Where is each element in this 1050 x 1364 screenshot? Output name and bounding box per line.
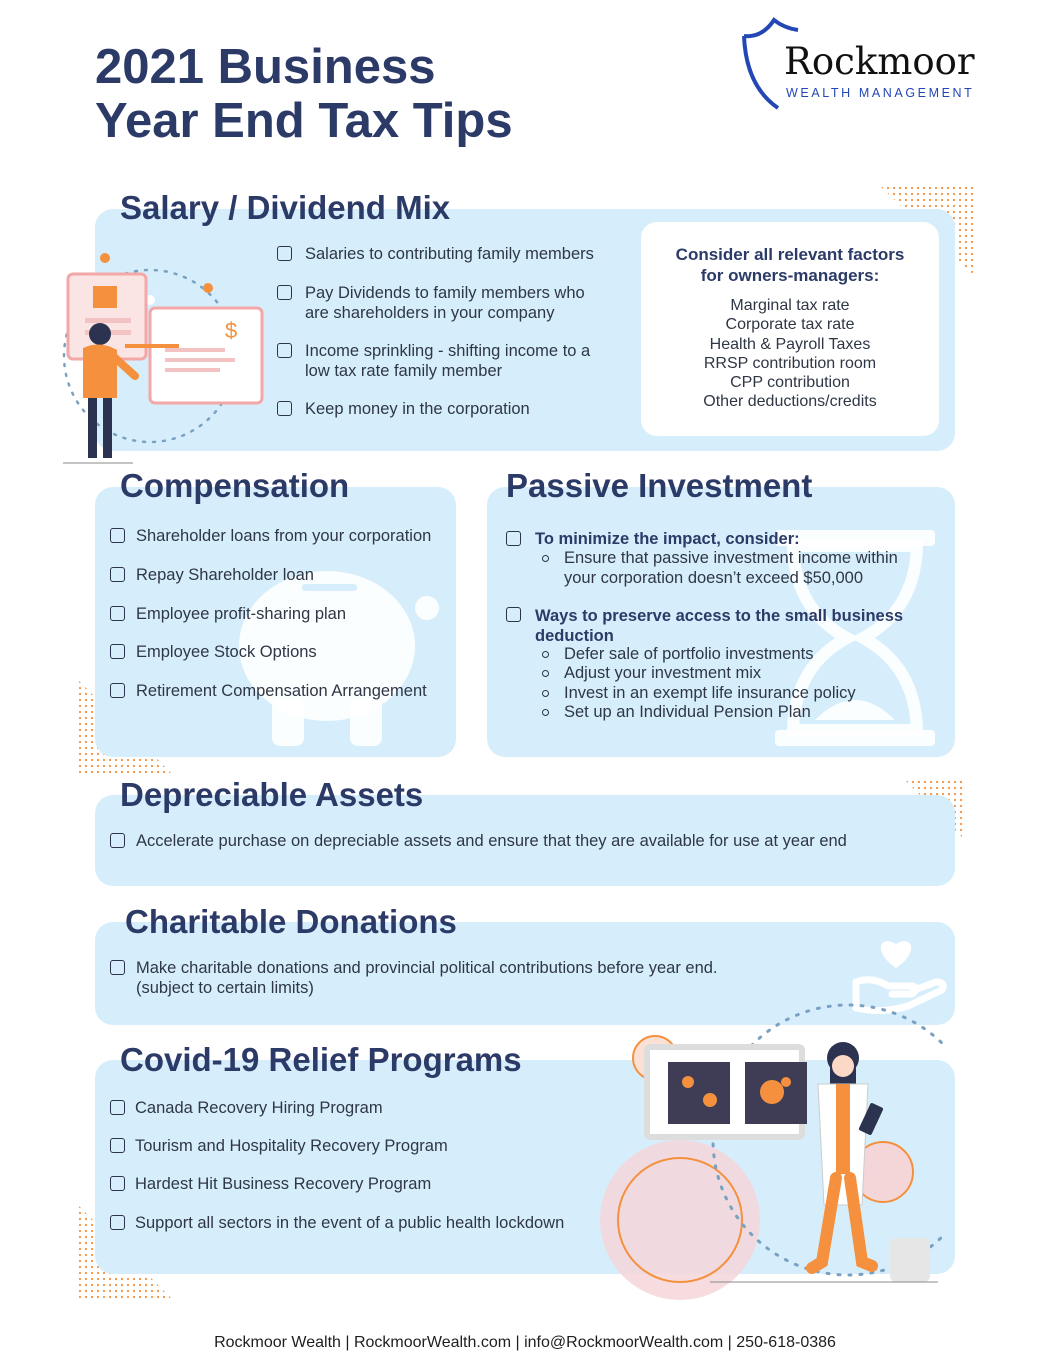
- factors-list: [641, 296, 939, 412]
- person-documents-illustration: [55, 248, 275, 468]
- checkbox[interactable]: [110, 606, 125, 621]
- checkbox[interactable]: [506, 531, 521, 546]
- compensation-item: Retirement Compensation Arrangement: [136, 682, 427, 700]
- checkbox[interactable]: [277, 401, 292, 416]
- passive-bullet: Invest in an exempt life insurance policy: [564, 684, 856, 702]
- checkbox[interactable]: [110, 1100, 125, 1115]
- logo-wordmark: Rockmoor: [784, 40, 975, 83]
- checkbox[interactable]: [277, 285, 292, 300]
- bullet-icon: [542, 670, 549, 677]
- checkbox[interactable]: [110, 567, 125, 582]
- salary-item: Keep money in the corporation: [305, 400, 530, 418]
- passive-investment-heading: Passive Investment: [506, 467, 813, 504]
- page-title: [95, 40, 513, 148]
- charitable-item: Make charitable donations and provincial political contributions before year end. (subject to certain limits): [136, 959, 718, 997]
- factor-item: RRSP contribution room: [703, 354, 877, 372]
- title-line-2: Year End Tax Tips: [95, 94, 513, 148]
- salary-item: Pay Dividends to family members who are shareholders in your company: [305, 284, 585, 322]
- compensation-heading: Compensation: [120, 467, 350, 504]
- covid-item: Hardest Hit Business Recovery Program: [135, 1175, 432, 1193]
- checkbox[interactable]: [277, 343, 292, 358]
- compensation-item: Employee Stock Options: [136, 643, 317, 661]
- salary-item: Salaries to contributing family members: [305, 245, 594, 263]
- passive-bullet: Set up an Individual Pension Plan: [564, 703, 811, 721]
- logo-tagline: WEALTH MANAGEMENT: [786, 86, 975, 100]
- bullet-icon: [542, 690, 549, 697]
- rockmoor-logo: [740, 16, 1005, 112]
- bullet-icon: [542, 651, 549, 658]
- factor-item: Health & Payroll Taxes: [709, 335, 871, 353]
- passive-bullet: Ensure that passive investment income within your corporation doesn’t exceed $50,000: [564, 549, 898, 587]
- passive-group-2-title: Ways to preserve access to the small business deduction: [535, 607, 904, 645]
- passive-bullet: Defer sale of portfolio investments: [564, 645, 814, 663]
- covid-item: Canada Recovery Hiring Program: [135, 1099, 383, 1117]
- checkbox[interactable]: [110, 644, 125, 659]
- factors-card: [641, 222, 939, 436]
- svg-text:$: $: [225, 318, 238, 343]
- checkbox[interactable]: [110, 1215, 125, 1230]
- compensation-item: Employee profit-sharing plan: [136, 605, 347, 623]
- piggy-bank-icon: [232, 528, 442, 748]
- title-line-1: 2021 Business: [95, 40, 436, 94]
- factor-item: CPP contribution: [730, 374, 850, 392]
- charitable-donations-heading: Charitable Donations: [125, 903, 457, 940]
- bullet-icon: [542, 555, 549, 562]
- checkbox[interactable]: [110, 1138, 125, 1153]
- checkbox[interactable]: [506, 607, 521, 622]
- checkbox[interactable]: [110, 683, 125, 698]
- covid-relief-heading: Covid-19 Relief Programs: [120, 1041, 522, 1078]
- covid-item: Tourism and Hospitality Recovery Program: [135, 1137, 448, 1155]
- footer-contact: Rockmoor Wealth | RockmoorWealth.com | info@RockmoorWealth.com | 250-618-0386: [214, 1334, 836, 1351]
- factor-item: Other deductions/credits: [703, 393, 877, 411]
- factor-item: Corporate tax rate: [725, 316, 855, 334]
- salary-dividend-heading: Salary / Dividend Mix: [120, 189, 451, 226]
- factor-item: Marginal tax rate: [730, 297, 850, 314]
- factors-title: Consider all relevant factors for owners-managers:: [675, 245, 905, 285]
- doctor-illustration: [600, 1000, 945, 1300]
- checkbox[interactable]: [110, 528, 125, 543]
- compensation-item: Shareholder loans from your corporation: [136, 527, 432, 545]
- bullet-icon: [542, 709, 549, 716]
- depreciable-item: Accelerate purchase on depreciable assets and ensure that they are available for use at year end: [136, 832, 847, 850]
- salary-item: Income sprinkling - shifting income to a low tax rate family member: [305, 342, 591, 380]
- checkbox[interactable]: [110, 960, 125, 975]
- depreciable-assets-heading: Depreciable Assets: [120, 776, 424, 813]
- passive-bullet: Adjust your investment mix: [564, 664, 762, 682]
- passive-group-1-title: To minimize the impact, consider:: [535, 530, 800, 548]
- checkbox[interactable]: [110, 1176, 125, 1191]
- compensation-item: Repay Shareholder loan: [136, 566, 314, 584]
- covid-item: Support all sectors in the event of a public health lockdown: [135, 1214, 565, 1232]
- checkbox[interactable]: [277, 246, 292, 261]
- checkbox[interactable]: [110, 833, 125, 848]
